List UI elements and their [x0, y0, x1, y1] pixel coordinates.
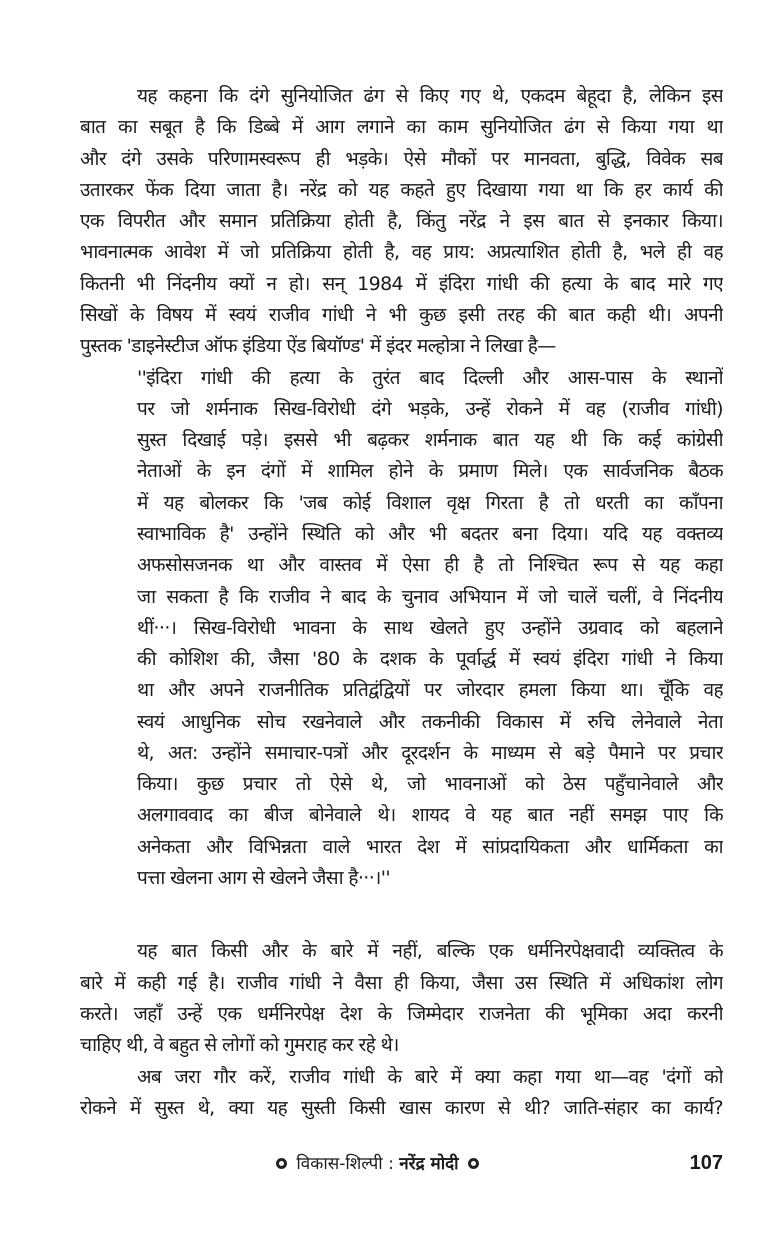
text-line: यह बात किसी और के बारे में नहीं, बल्कि एक धर्मनिरपेक्षवादी व्यक्तित्व के [137, 940, 723, 962]
quote-line: नेताओं के इन दंगों में शामिल होने के प्रमाण मिले। एक सार्वजनिक बैठक [137, 460, 723, 482]
flower-ornament-icon [276, 1158, 287, 1169]
quote-line: था और अपने राजनीतिक प्रतिद्वंद्वियों पर जोरदार हमला किया था। चूँकि वह [137, 679, 723, 701]
book-title-name: नरेंद्र मोदी [399, 1154, 459, 1174]
quote-line: थे, अत: उन्होंने समाचार-पत्रों और दूरदर्शन के माध्यम से बड़े पैमाने पर प्रचार [137, 742, 723, 764]
page-number: 107 [689, 1152, 723, 1174]
text-line: बात का सबूत है कि डिब्बे में आग लगाने का काम सुनियोजित ढंग से किया गया था [80, 116, 723, 138]
quote-line: जा सकता है कि राजीव ने बाद के चुनाव अभियान में जो चालें चलीं, वे निंदनीय [137, 586, 723, 608]
quote-line: में यह बोलकर कि 'जब कोई विशाल वृक्ष गिरता है तो धरती का काँपना [137, 492, 723, 514]
text-line: बारे में कही गई है। राजीव गांधी ने वैसा ही किया, जैसा उस स्थिति में अधिकांश लोग [80, 972, 723, 994]
text-line: कितनी भी निंदनीय क्यों न हो। सन् 1984 में इंदिरा गांधी की हत्या के बाद मारे गए [80, 273, 723, 295]
text-line: उतारकर फेंक दिया जाता है। नरेंद्र को यह कहते हुए दिखाया गया था कि हर कार्य की [80, 179, 723, 201]
text-line: यह कहना कि दंगे सुनियोजित ढंग से किए गए थे, एकदम बेहूदा है, लेकिन इस [137, 85, 723, 107]
text-line: पुस्तक 'डाइनेस्टीज ऑफ इंडिया ऐंड बियॉण्ड' में इंदर मल्होत्रा ने लिखा है— [80, 335, 556, 357]
quote-line: ''इंदिरा गांधी की हत्या के तुरंत बाद दिल्ली और आस-पास के स्थानों [137, 367, 723, 389]
quote-line: अफसोसजनक था और वास्तव में ऐसा ही है तो निश्चित रूप से यह कहा [137, 554, 723, 576]
quote-line: की कोशिश की, जैसा '80 के दशक के पूर्वार्द्ध में स्वयं इंदिरा गांधी ने किया [137, 648, 723, 670]
text-line: अब जरा गौर करें, राजीव गांधी के बारे में क्या कहा गया था—वह 'दंगों को [137, 1066, 723, 1088]
quote-line: अलगाववाद का बीज बोनेवाले थे। शायद वे यह बात नहीं समझ पाए कि [137, 804, 723, 826]
quote-line: किया। कुछ प्रचार तो ऐसे थे, जो भावनाओं को ठेस पहुँचानेवाले और [137, 773, 723, 795]
running-footer [272, 1150, 483, 1178]
quote-line: पर जो शर्मनाक सिख-विरोधी दंगे भड़के, उन्हें रोकने में वह (राजीव गांधी) [137, 398, 723, 420]
book-title-prefix: विकास-शिल्पी : [296, 1154, 394, 1174]
text-line: एक विपरीत और समान प्रतिक्रिया होती है, किंतु नरेंद्र ने इस बात से इनकार किया। [80, 210, 723, 232]
quote-line: थीं···। सिख-विरोधी भावना के साथ खेलते हुए उन्होंने उग्रवाद को बहलाने [137, 617, 723, 639]
text-line: चाहिए थी, वे बहुत से लोगों को गुमराह कर रहे थे। [80, 1034, 399, 1056]
quote-line: सुस्त दिखाई पड़े। इससे भी बढ़कर शर्मनाक बात यह थी कि कई कांग्रेसी [137, 429, 723, 451]
quote-line: अनेकता और विभिन्नता वाले भारत देश में सांप्रदायिकता और धार्मिकता का [137, 836, 723, 858]
quote-line: पत्ता खेलना आग से खेलने जैसा है···।'' [137, 867, 391, 889]
text-line: करते। जहाँ उन्हें एक धर्मनिरपेक्ष देश के जिम्मेदार राजनेता की भूमिका अदा करनी [80, 1003, 723, 1025]
flower-ornament-icon [468, 1158, 479, 1169]
text-line: सिखों के विषय में स्वयं राजीव गांधी ने भी कुछ इसी तरह की बात कही थी। अपनी [80, 304, 723, 326]
quote-line: स्वाभाविक है' उन्होंने स्थिति को और भी बदतर बना दिया। यदि यह वक्तव्य [137, 523, 723, 545]
quote-line: स्वयं आधुनिक सोच रखनेवाले और तकनीकी विकास में रुचि लेनेवाले नेता [137, 711, 723, 733]
text-line: रोकने में सुस्त थे, क्या यह सुस्ती किसी खास कारण से थी? जाति-संहार का कार्य? [80, 1097, 723, 1119]
text-line: भावनात्मक आवेश में जो प्रतिक्रिया होती है, वह प्राय: अप्रत्याशित होती है, भले ही वह [80, 241, 723, 263]
text-line: और दंगे उसके परिणामस्वरूप ही भड़के। ऐसे मौकों पर मानवता, बुद्धि, विवेक सब [80, 148, 723, 170]
